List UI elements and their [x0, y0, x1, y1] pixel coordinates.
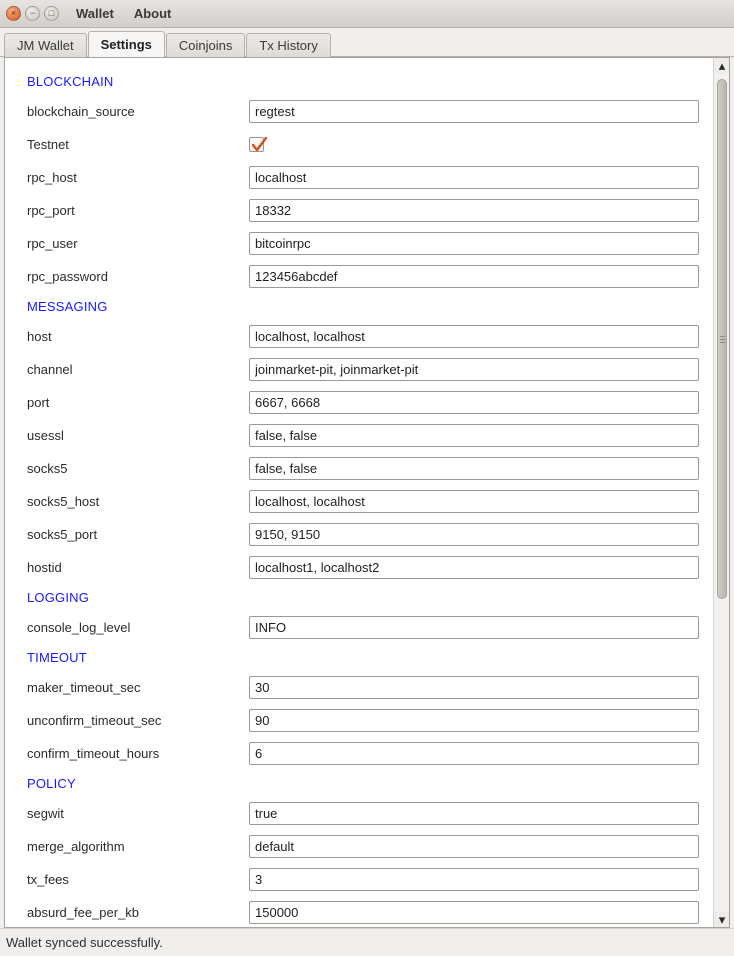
setting-label: rpc_user [27, 236, 78, 251]
setting-row [5, 227, 713, 260]
setting-input[interactable] [249, 835, 699, 858]
tab-coinjoins[interactable]: Coinjoins [166, 33, 245, 57]
setting-label: socks5_host [27, 494, 100, 509]
setting-row [5, 518, 713, 551]
setting-field-wrap [249, 199, 713, 222]
setting-label: console_log_level [27, 620, 131, 635]
setting-label: merge_algorithm [27, 839, 125, 854]
scroll-up-arrow-icon[interactable]: ▴ [714, 58, 730, 73]
setting-input[interactable] [249, 265, 699, 288]
setting-field-wrap [249, 424, 713, 447]
menu-item-wallet[interactable]: Wallet [76, 6, 114, 21]
setting-input[interactable] [249, 709, 699, 732]
setting-row [5, 896, 713, 927]
setting-label: confirm_timeout_hours [27, 746, 160, 761]
tab-tx-history[interactable]: Tx History [246, 33, 331, 57]
setting-row [5, 320, 713, 353]
setting-input[interactable] [249, 391, 699, 414]
setting-field-wrap [249, 616, 713, 639]
setting-row [5, 551, 713, 584]
section-header-policy: POLICY [27, 776, 76, 791]
setting-row [5, 797, 713, 830]
tabbar [0, 28, 734, 57]
setting-label: blockchain_source [27, 104, 135, 119]
setting-field-wrap [249, 166, 713, 189]
setting-field-wrap [249, 391, 713, 414]
setting-input[interactable] [249, 424, 699, 447]
statusbar [0, 928, 734, 956]
setting-input[interactable] [249, 901, 699, 924]
setting-input[interactable] [249, 616, 699, 639]
setting-input[interactable] [249, 325, 699, 348]
setting-label: unconfirm_timeout_sec [27, 713, 162, 728]
setting-label: hostid [27, 560, 62, 575]
minimize-icon[interactable]: − [25, 6, 40, 21]
setting-checkbox[interactable] [249, 137, 264, 152]
settings-scroll-area [5, 58, 713, 927]
scroll-down-arrow-icon[interactable]: ▾ [714, 912, 730, 927]
setting-row [5, 161, 713, 194]
setting-field-wrap [249, 490, 713, 513]
setting-label: rpc_port [27, 203, 75, 218]
setting-label: segwit [27, 806, 64, 821]
setting-row [5, 737, 713, 770]
setting-label: host [27, 329, 52, 344]
setting-row [5, 485, 713, 518]
setting-field-wrap [249, 802, 713, 825]
setting-label: maker_timeout_sec [27, 680, 141, 695]
setting-field-wrap [249, 709, 713, 732]
setting-input[interactable] [249, 802, 699, 825]
tab-jm-wallet[interactable]: JM Wallet [4, 33, 87, 57]
setting-field-wrap [249, 868, 713, 891]
setting-label: rpc_host [27, 170, 77, 185]
window-titlebar [0, 0, 734, 28]
setting-input[interactable] [249, 742, 699, 765]
setting-label: tx_fees [27, 872, 69, 887]
setting-field-wrap [249, 265, 713, 288]
setting-field-wrap [249, 742, 713, 765]
setting-field-wrap [249, 523, 713, 546]
setting-input[interactable] [249, 523, 699, 546]
setting-label: port [27, 395, 50, 410]
setting-row [5, 128, 713, 161]
setting-row [5, 386, 713, 419]
setting-field-wrap [249, 100, 713, 123]
section-header-messaging: MESSAGING [27, 299, 108, 314]
setting-input[interactable] [249, 868, 699, 891]
setting-field-wrap [249, 556, 713, 579]
setting-row [5, 194, 713, 227]
setting-label: channel [27, 362, 73, 377]
setting-row [5, 95, 713, 128]
setting-label: socks5_port [27, 527, 98, 542]
setting-field-wrap [249, 325, 713, 348]
maximize-icon[interactable]: □ [44, 6, 59, 21]
setting-field-wrap [249, 676, 713, 699]
settings-panel [4, 57, 730, 928]
setting-field-wrap [249, 457, 713, 480]
setting-row [5, 704, 713, 737]
close-icon[interactable]: × [6, 6, 21, 21]
setting-row [5, 260, 713, 293]
setting-field-wrap [249, 137, 713, 152]
setting-input[interactable] [249, 232, 699, 255]
scrollbar-thumb[interactable] [717, 79, 727, 599]
status-text: Wallet synced successfully. [6, 935, 163, 950]
setting-row [5, 830, 713, 863]
setting-label: socks5 [27, 461, 68, 476]
setting-row [5, 863, 713, 896]
setting-field-wrap [249, 901, 713, 924]
setting-input[interactable] [249, 199, 699, 222]
setting-input[interactable] [249, 490, 699, 513]
setting-input[interactable] [249, 556, 699, 579]
setting-input[interactable] [249, 676, 699, 699]
menu-item-about[interactable]: About [133, 6, 172, 21]
setting-row [5, 452, 713, 485]
setting-label: Testnet [27, 137, 69, 152]
setting-row [5, 671, 713, 704]
setting-input[interactable] [249, 358, 699, 381]
setting-field-wrap [249, 232, 713, 255]
setting-field-wrap [249, 835, 713, 858]
setting-row [5, 419, 713, 452]
setting-row [5, 611, 713, 644]
window-controls [6, 6, 59, 21]
setting-label: absurd_fee_per_kb [27, 905, 140, 920]
section-header-timeout: TIMEOUT [27, 650, 87, 665]
section-header-logging: LOGGING [27, 590, 90, 605]
setting-label: rpc_password [27, 269, 108, 284]
setting-field-wrap [249, 358, 713, 381]
section-header-blockchain: BLOCKCHAIN [27, 74, 114, 89]
menubar [69, 5, 174, 22]
scrollbar-track[interactable] [714, 73, 730, 912]
setting-input[interactable] [249, 457, 699, 480]
setting-label: usessl [27, 428, 64, 443]
vertical-scrollbar[interactable] [713, 58, 729, 927]
setting-input[interactable] [249, 100, 699, 123]
setting-row [5, 353, 713, 386]
setting-input[interactable] [249, 166, 699, 189]
tab-settings[interactable]: Settings [88, 31, 165, 57]
